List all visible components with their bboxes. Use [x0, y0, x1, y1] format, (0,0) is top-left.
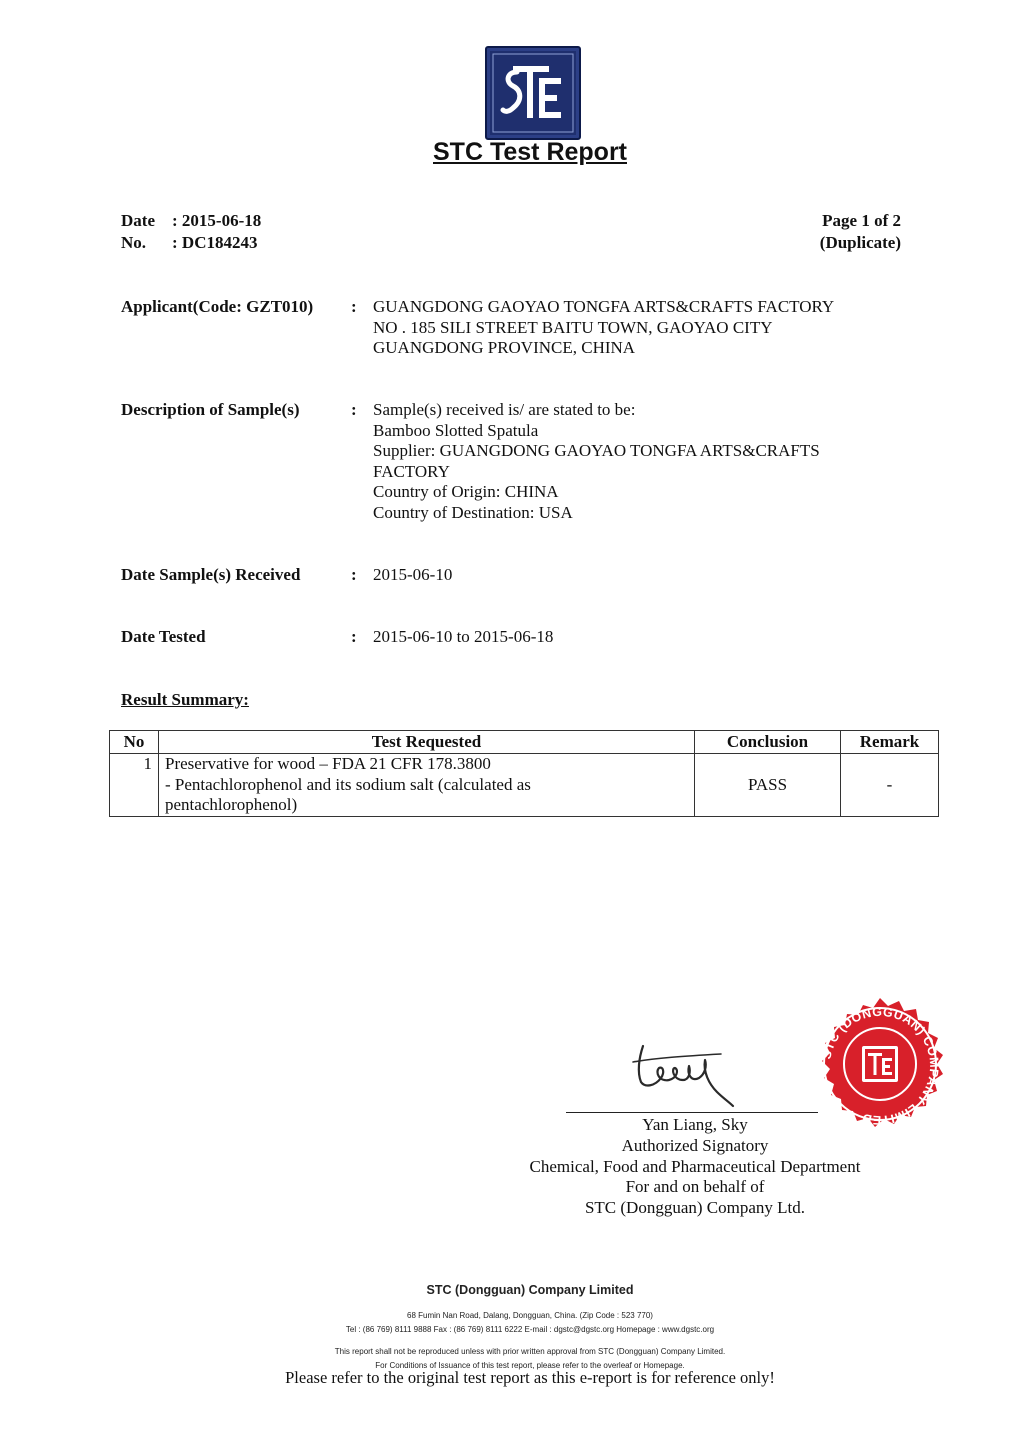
col-remark-header: Remark	[841, 731, 939, 754]
description-line: Country of Origin: CHINA	[373, 482, 559, 501]
date-label: Date	[121, 211, 155, 230]
applicant-colon: :	[351, 297, 357, 316]
signature-icon	[625, 1028, 755, 1108]
footer-contact: Tel : (86 769) 8111 9888 Fax : (86 769) 8111 6222 E-mail : dgstc@dgstc.org Homepage : www.dgstc.org	[345, 1325, 715, 1334]
signatory-behalf: For and on behalf of	[625, 1177, 765, 1197]
description-line: Country of Destination: USA	[373, 502, 573, 522]
description-value	[373, 400, 820, 523]
signature-line	[566, 1112, 818, 1113]
company-seal-icon	[810, 996, 950, 1136]
footer-notice: Please refer to the original test report as this e-report is for reference only!	[285, 1368, 775, 1387]
footer-company: STC (Dongguan) Company Limited	[426, 1283, 634, 1297]
test-line: pentachlorophenol)	[165, 795, 298, 814]
page-indicator: Page 1 of 2	[822, 211, 901, 230]
row-conclusion: PASS	[695, 754, 841, 817]
received-value: 2015-06-10	[373, 565, 453, 584]
tested-label: Date Tested	[121, 627, 206, 646]
applicant-line: GUANGDONG PROVINCE, CHINA	[373, 338, 636, 357]
received-label: Date Sample(s) Received	[121, 565, 301, 584]
description-line: FACTORY	[373, 461, 450, 481]
applicant-line: NO . 185 SILI STREET BAITU TOWN, GAOYAO CITY	[373, 317, 773, 337]
result-table	[109, 730, 939, 817]
description-label: Description of Sample(s)	[121, 400, 300, 419]
applicant-line: GUANGDONG GAOYAO TONGFA ARTS&CRAFTS FACTORY	[373, 297, 835, 316]
result-summary-heading: Result Summary:	[121, 690, 249, 709]
table-header-row	[110, 731, 939, 754]
row-test	[159, 754, 695, 817]
tested-value: 2015-06-10 to 2015-06-18	[373, 627, 554, 646]
svg-text:STC (DONGGUAN) COMPANY LIMITED: STC (DONGGUAN) COMPANY LIMITED	[819, 1004, 942, 1128]
signatory-title: Authorized Signatory	[621, 1135, 769, 1155]
number-value: : DC184243	[172, 233, 258, 252]
test-line: Preservative for wood – FDA 21 CFR 178.3800	[165, 754, 491, 773]
description-colon: :	[351, 400, 357, 419]
duplicate-mark: (Duplicate)	[819, 233, 901, 252]
row-remark: -	[841, 754, 939, 817]
signatory-name: Yan Liang, Sky	[642, 1115, 748, 1134]
test-line: - Pentachlorophenol and its sodium salt (calculated as	[165, 774, 531, 794]
signatory-company: STC (Dongguan) Company Ltd.	[584, 1198, 806, 1218]
row-no: 1	[110, 754, 159, 817]
tested-colon: :	[351, 627, 357, 646]
date-value: : 2015-06-18	[172, 211, 262, 230]
description-line: Bamboo Slotted Spatula	[373, 420, 539, 440]
description-line: Supplier: GUANGDONG GAOYAO TONGFA ARTS&CRAFTS	[373, 441, 820, 460]
signatory-department: Chemical, Food and Pharmaceutical Department	[529, 1156, 861, 1176]
col-no-header: No	[110, 731, 159, 754]
number-label: No.	[121, 233, 147, 252]
description-line: Sample(s) received is/ are stated to be:	[373, 400, 636, 419]
stc-logo-icon	[485, 46, 581, 140]
report-title: STC Test Report	[433, 138, 627, 166]
table-row	[110, 754, 939, 817]
footer-disclaimer: This report shall not be reproduced unless with prior written approval from STC (Dongguan) Company Limited.	[334, 1347, 726, 1356]
col-test-header: Test Requested	[159, 731, 695, 754]
applicant-value	[373, 297, 834, 359]
col-conclusion-header: Conclusion	[695, 731, 841, 754]
footer-address: 68 Fumin Nan Road, Dalang, Dongguan, China. (Zip Code : 523 770)	[407, 1311, 653, 1320]
footer-conditions: For Conditions of Issuance of this test report, please refer to the overleaf or Homepage.	[375, 1361, 685, 1370]
applicant-label: Applicant(Code: GZT010)	[121, 297, 314, 316]
received-colon: :	[351, 565, 357, 584]
